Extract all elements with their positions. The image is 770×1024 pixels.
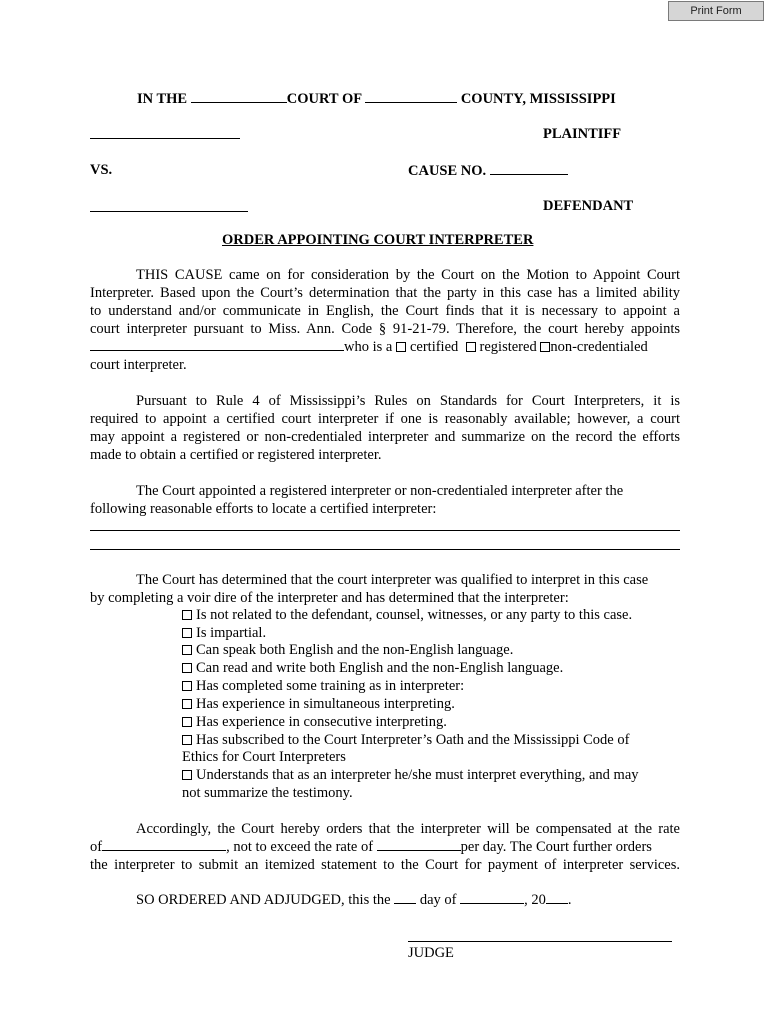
so-ordered-text: SO ORDERED AND ADJUDGED, this the [136,892,391,908]
defendant-label: DEFENDANT [543,198,634,214]
p5-line1: Accordingly, the Court hereby orders that the interpreter will be compensated at the rate [136,821,680,837]
defendant-name-blank[interactable] [90,211,248,212]
paragraph-rule4 [90,392,680,464]
paragraph-compensation [90,820,680,874]
qualification-checkbox[interactable] [182,699,192,709]
p1-line6: court interpreter. [90,357,187,373]
interpreter-name-blank[interactable] [90,338,344,351]
qualification-label: Understands that as an interpreter he/she must interpret everything, and may [196,767,639,783]
registered-checkbox[interactable] [466,342,476,352]
p2-line2: required to appoint a certified court interpreter if one is reasonably available; however, a court [90,411,680,427]
period: . [567,892,572,908]
judge-label: JUDGE [408,945,454,961]
qualification-item [182,659,563,677]
qualification-checkbox[interactable] [182,717,192,727]
not-exceed-label: , not to exceed the rate of [226,839,374,855]
qualification-label: Has experience in consecutive interpreting. [196,714,447,730]
vs-label: VS. [90,162,113,178]
qualification-label: Is impartial. [196,625,267,641]
cause-no-label: CAUSE NO. [408,163,487,179]
qualification-item [182,713,447,731]
p1-line3: to understand and/or communicate in English, the Court finds that it is necessary to appoint a [90,303,680,319]
qualification-label: Has subscribed to the Court Interpreter’s Oath and the Mississippi Code of [196,732,630,748]
qualification-item [182,641,513,659]
year-prefix: , 20 [524,892,546,908]
so-ordered-line [136,891,571,909]
max-rate-blank[interactable] [377,838,461,851]
registered-label: registered [479,339,537,355]
caption-court-line [137,90,616,108]
p4-line1: The Court has determined that the court interpreter was qualified to interpret in this case [136,572,649,588]
p2-line1: Pursuant to Rule 4 of Mississippi’s Rules on Standards for Court Interpreters, it is [136,393,680,409]
qualification-checkbox[interactable] [182,735,192,745]
paragraph-appointment [90,266,680,374]
paragraph-efforts [90,482,680,518]
court-of-label: COURT OF [286,91,362,107]
p1-line1: THIS CAUSE came on for consideration by the Court on the Motion to Appoint Court [136,267,680,283]
qualification-item [182,624,266,642]
efforts-blank-line-1[interactable] [90,530,680,531]
day-of-label: day of [419,892,457,908]
qualification-checkbox[interactable] [182,681,192,691]
county-name-blank[interactable] [365,90,457,103]
qualification-label: Can speak both English and the non-English language. [196,642,514,658]
qualification-checkbox[interactable] [182,628,192,638]
qualification-item [182,606,632,624]
p3-line1: The Court appointed a registered interpreter or non-credentialed interpreter after the [136,483,624,499]
p5-line3: the interpreter to submit an itemized statement to the Court for payment of interpreter services. [90,857,680,873]
judge-signature-line[interactable] [408,941,672,942]
qualification-item [182,731,629,749]
year-blank[interactable] [546,891,568,904]
qualification-label: Has experience in simultaneous interpreting. [196,696,455,712]
county-label: COUNTY, MISSISSIPPI [460,91,616,107]
qualification-continuation: not summarize the testimony. [182,785,353,801]
month-blank[interactable] [460,891,524,904]
qualification-item [182,766,639,784]
p1-line2: Interpreter. Based upon the Court’s determination that the party in this case has a limited ability [90,285,680,301]
certified-checkbox[interactable] [396,342,406,352]
who-is-a-label: who is a [344,339,393,355]
paragraph-voir-dire [90,571,680,607]
in-the-label: IN THE [137,91,188,107]
p2-line3: may appoint a registered or non-credentialed interpreter and summarize on the record the efforts [90,429,680,445]
qualification-item [182,695,455,713]
document-title: ORDER APPOINTING COURT INTERPRETER [222,232,534,248]
qualification-checkbox[interactable] [182,610,192,620]
rate-blank[interactable] [102,838,226,851]
plaintiff-label: PLAINTIFF [543,126,622,142]
p3-line2: following reasonable efforts to locate a certified interpreter: [90,501,437,517]
efforts-blank-line-2[interactable] [90,549,680,550]
cause-no-line [408,162,568,180]
qualification-checkbox[interactable] [182,770,192,780]
plaintiff-name-blank[interactable] [90,138,240,139]
court-name-blank[interactable] [191,90,287,103]
day-blank[interactable] [394,891,416,904]
non-credentialed-checkbox[interactable] [540,342,550,352]
certified-label: certified [409,339,459,355]
qualification-item [182,677,464,695]
p2-line4: made to obtain a certified or registered interpreter. [90,447,382,463]
qualification-label: Can read and write both English and the non-English language. [196,660,564,676]
of-label: of [90,839,103,855]
qualification-checkbox[interactable] [182,645,192,655]
per-day-label: per day. The Court further orders [460,839,652,855]
qualification-label: Is not related to the defendant, counsel, witnesses, or any party to this case. [196,607,633,623]
qualification-checkbox[interactable] [182,663,192,673]
p1-line4: court interpreter pursuant to Miss. Ann. Code § 91-21-79. Therefore, the court hereby appoints [90,321,680,337]
cause-no-blank[interactable] [490,162,568,175]
qualification-label: Has completed some training as in interpreter: [196,678,465,694]
print-form-button[interactable]: Print Form [668,1,764,21]
qualification-continuation: Ethics for Court Interpreters [182,749,346,765]
non-credentialed-label: non-credentialed [550,339,648,355]
p4-line2: by completing a voir dire of the interpreter and has determined that the interpreter: [90,590,569,606]
